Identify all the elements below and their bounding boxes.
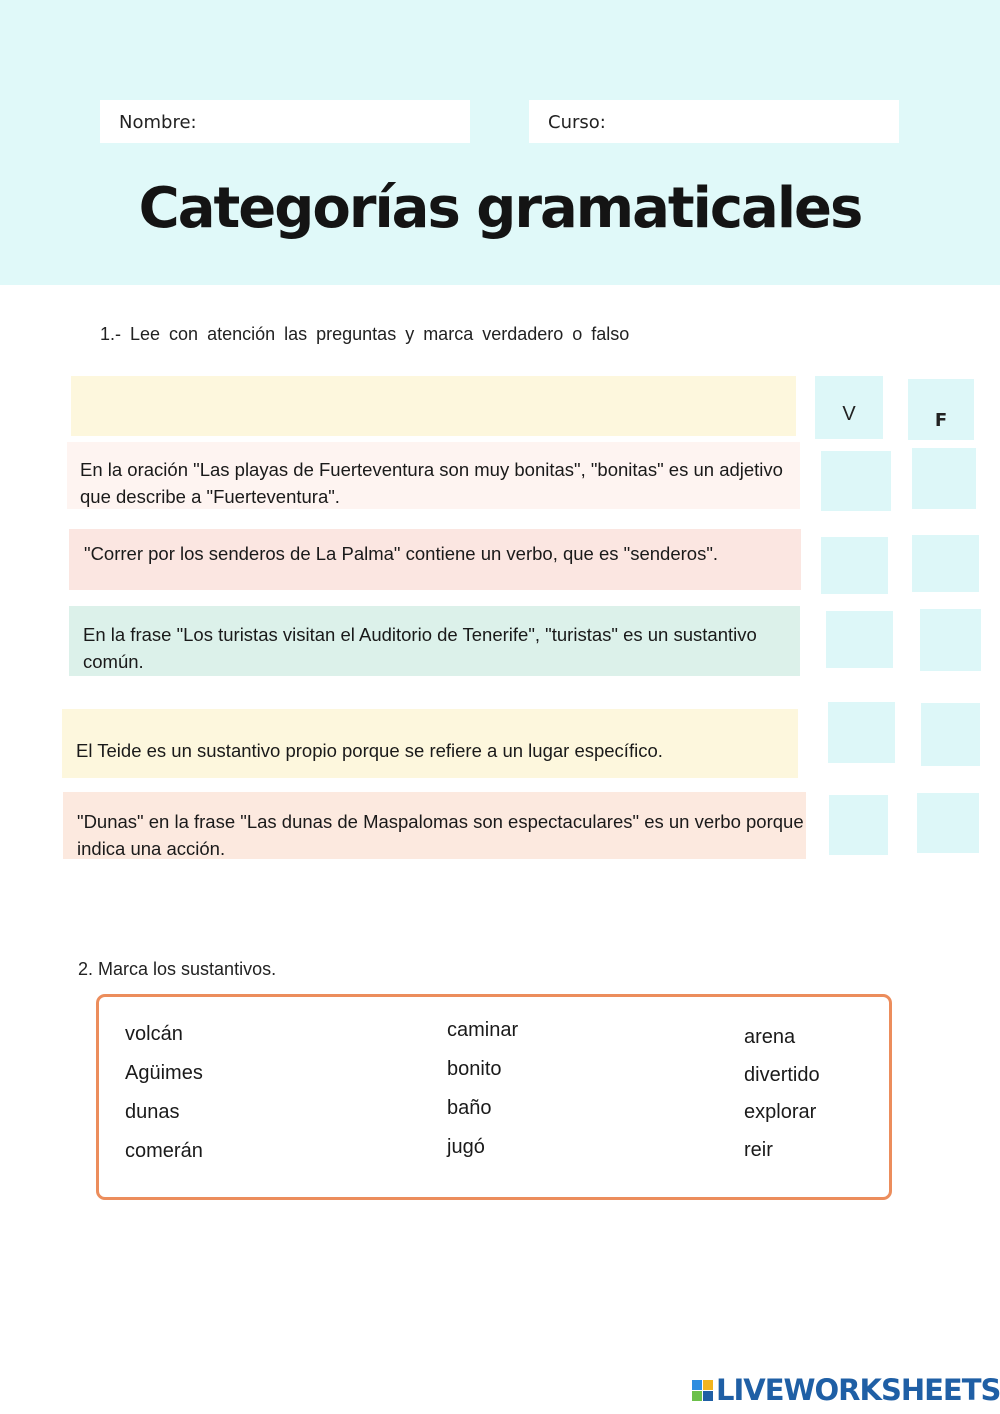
- course-label: Curso:: [548, 112, 606, 133]
- question-1-false-box[interactable]: [912, 448, 976, 509]
- question-2-false-box[interactable]: [912, 535, 979, 592]
- question-4: [62, 709, 798, 778]
- word-item[interactable]: baño: [447, 1097, 492, 1119]
- question-3-text: En la frase "Los turistas visitan el Auditorio de Tenerife", "turistas" es un sustantivo común.: [83, 624, 757, 672]
- name-label: Nombre:: [119, 112, 197, 133]
- word-item[interactable]: jugó: [447, 1136, 485, 1158]
- question-2: [69, 529, 801, 590]
- section2-instruction: 2. Marca los sustantivos.: [78, 959, 277, 979]
- question-3-false-box[interactable]: [920, 609, 981, 671]
- table-header-band: [71, 376, 796, 436]
- question-1: [67, 442, 800, 509]
- question-5: [63, 792, 806, 859]
- word-item[interactable]: bonito: [447, 1058, 502, 1080]
- question-2-true-box[interactable]: [821, 537, 888, 594]
- question-5-false-box[interactable]: [917, 793, 979, 853]
- question-2-text: "Correr por los senderos de La Palma" contiene un verbo, que es "senderos".: [84, 543, 719, 564]
- question-3: [69, 606, 800, 676]
- name-input[interactable]: [208, 111, 442, 134]
- word-item[interactable]: explorar: [744, 1101, 817, 1123]
- logo-text: LIVEWORKSHEETS: [716, 1373, 1000, 1407]
- word-item[interactable]: Agüimes: [125, 1062, 203, 1084]
- question-3-true-box[interactable]: [826, 611, 893, 668]
- word-item[interactable]: comerán: [125, 1140, 203, 1162]
- name-field[interactable]: [100, 100, 470, 143]
- page-title: Categorías gramaticales: [138, 176, 862, 241]
- question-5-text: "Dunas" en la frase "Las dunas de Maspalomas son espectaculares" es un verbo porque indica una acción.: [77, 811, 804, 859]
- course-field[interactable]: [529, 100, 899, 143]
- word-item[interactable]: divertido: [744, 1064, 820, 1086]
- word-item[interactable]: arena: [744, 1026, 796, 1048]
- course-input[interactable]: [618, 111, 852, 134]
- question-1-text: En la oración "Las playas de Fuerteventura son muy bonitas", "bonitas" es un adjetivo que describe a "Fuerteventura".: [80, 459, 783, 507]
- word-item[interactable]: reir: [744, 1139, 773, 1161]
- question-5-true-box[interactable]: [829, 795, 888, 855]
- liveworksheets-logo: [692, 1373, 1000, 1407]
- question-4-true-box[interactable]: [828, 702, 895, 763]
- false-column-header: F: [908, 379, 974, 440]
- question-1-true-box[interactable]: [821, 451, 891, 511]
- question-4-false-box[interactable]: [921, 703, 980, 766]
- true-column-header: V: [815, 376, 883, 439]
- word-item[interactable]: dunas: [125, 1101, 180, 1123]
- word-item[interactable]: caminar: [447, 1019, 519, 1041]
- word-item[interactable]: volcán: [125, 1023, 183, 1045]
- logo-mark-icon: [692, 1380, 713, 1401]
- question-4-text: El Teide es un sustantivo propio porque se refiere a un lugar específico.: [76, 740, 663, 761]
- section1-instruction: 1.- Lee con atención las preguntas y marca verdadero o falso: [100, 324, 630, 344]
